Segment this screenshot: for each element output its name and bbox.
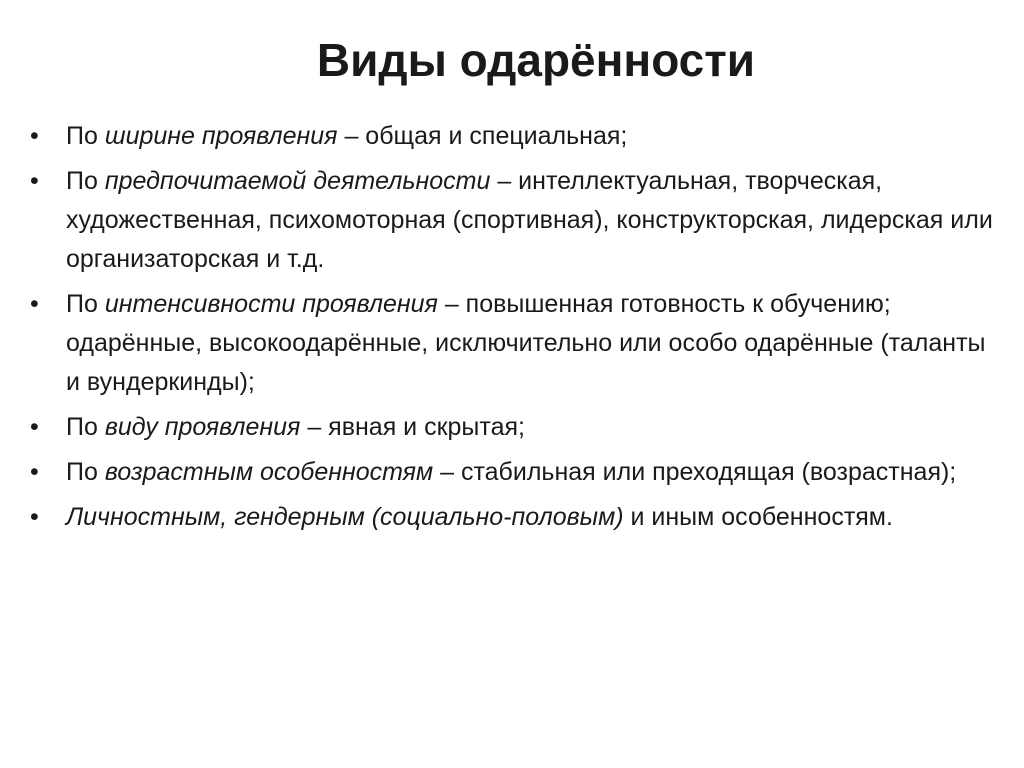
item-text: и иным особенностям. (623, 503, 893, 531)
item-emphasis: возрастным особенностям (104, 458, 434, 486)
bullet-icon: • (30, 458, 39, 486)
item-lead: По (66, 290, 105, 318)
list-item (30, 117, 1000, 156)
list-item (30, 408, 1000, 447)
list-item (30, 453, 1000, 492)
item-lead: По (66, 122, 105, 150)
item-lead: По (66, 458, 105, 486)
slide-title: Виды одарённости (316, 34, 756, 86)
item-text: – общая и специальная; (337, 122, 628, 150)
item-emphasis: виду проявления (104, 413, 301, 441)
item-lead: По (66, 413, 105, 441)
item-text: – явная и скрытая; (300, 413, 525, 441)
item-text: – повышенная готовность к обучению; одарённые, высокоодарённые, исключительно или особо одарённые (таланты и вундеркинды); (66, 290, 986, 396)
item-emphasis: Личностным, гендерным (социально-половым) (66, 503, 624, 531)
bullet-list (30, 117, 1000, 543)
item-text: – интеллектуальная, творческая, художественная, психомоторная (спортивная), конструкторская, лидерская или организаторская и т.д. (66, 167, 993, 273)
bullet-icon: • (30, 503, 39, 531)
item-emphasis: интенсивности проявления (104, 290, 438, 318)
item-lead: По (66, 167, 105, 195)
bullet-icon: • (30, 122, 39, 150)
item-emphasis: ширине проявления (104, 122, 338, 150)
item-text: – стабильная или преходящая (возрастная); (433, 458, 957, 486)
list-item (30, 162, 1000, 279)
list-item (30, 285, 1000, 402)
bullet-icon: • (30, 290, 39, 318)
bullet-icon: • (30, 167, 39, 195)
list-item (30, 498, 1000, 537)
item-emphasis: предпочитаемой деятельности (104, 167, 491, 195)
bullet-icon: • (30, 413, 39, 441)
